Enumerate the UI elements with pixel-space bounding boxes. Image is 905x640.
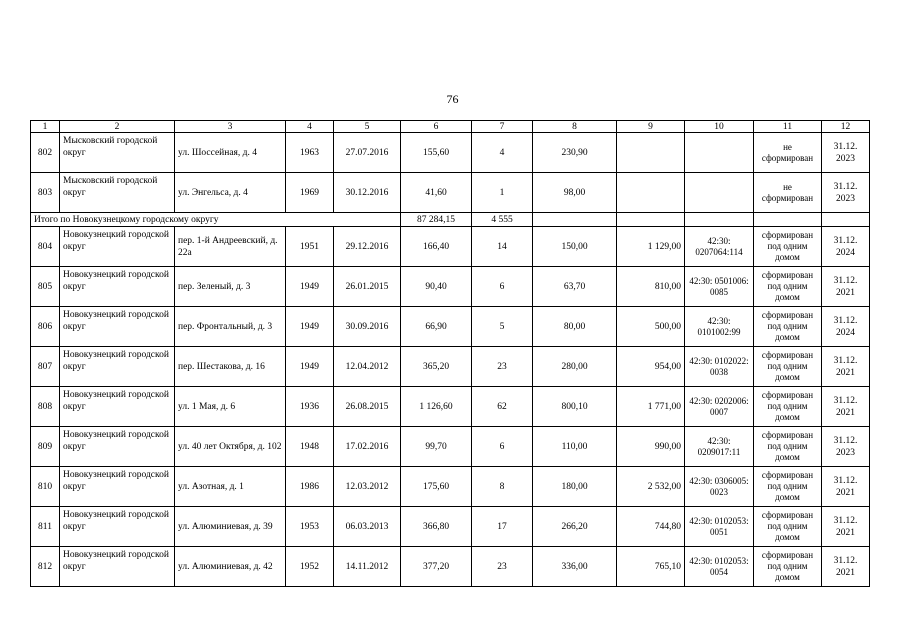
cadastral-number-cell <box>685 133 754 173</box>
column-8-cell: 98,00 <box>533 173 617 213</box>
column-number: 3 <box>175 121 286 133</box>
residents-cell: 8 <box>472 467 533 507</box>
column-number: 9 <box>617 121 685 133</box>
recognition-date-cell: 17.02.2016 <box>334 427 401 467</box>
cadastral-number-cell <box>685 173 754 213</box>
land-status-cell: сформирован под одним домом <box>754 347 822 387</box>
row-number: 803 <box>31 173 60 213</box>
address-cell: ул. Шоссейная, д. 4 <box>175 133 286 173</box>
address-cell: пер. Шестакова, д. 16 <box>175 347 286 387</box>
cadastral-number-cell: 42:30: 0501006: 0085 <box>685 267 754 307</box>
table-row <box>31 173 870 213</box>
column-9-cell: 500,00 <box>617 307 685 347</box>
year-built-cell: 1969 <box>286 173 334 213</box>
year-built-cell: 1949 <box>286 347 334 387</box>
column-8-cell: 266,20 <box>533 507 617 547</box>
deadline-cell: 31.12. 2023 <box>822 173 870 213</box>
column-number: 10 <box>685 121 754 133</box>
deadline-cell: 31.12. 2024 <box>822 307 870 347</box>
year-built-cell: 1949 <box>286 307 334 347</box>
municipality-cell: Новокузнецкий городской округ <box>60 347 175 387</box>
row-number: 807 <box>31 347 60 387</box>
area-cell: 99,70 <box>401 427 472 467</box>
row-number: 802 <box>31 133 60 173</box>
residents-cell: 23 <box>472 347 533 387</box>
municipality-cell: Новокузнецкий городской округ <box>60 267 175 307</box>
deadline-cell: 31.12. 2021 <box>822 267 870 307</box>
deadline-cell: 31.12. 2021 <box>822 347 870 387</box>
land-status-cell: сформирован под одним домом <box>754 267 822 307</box>
subtotal-empty-cell <box>617 213 685 227</box>
row-number: 810 <box>31 467 60 507</box>
column-number: 1 <box>31 121 60 133</box>
municipality-cell: Новокузнецкий городской округ <box>60 467 175 507</box>
column-8-cell: 230,90 <box>533 133 617 173</box>
table-row <box>31 307 870 347</box>
area-cell: 155,60 <box>401 133 472 173</box>
land-status-cell: сформирован под одним домом <box>754 227 822 267</box>
year-built-cell: 1952 <box>286 547 334 587</box>
recognition-date-cell: 12.04.2012 <box>334 347 401 387</box>
area-cell: 365,20 <box>401 347 472 387</box>
column-8-cell: 110,00 <box>533 427 617 467</box>
residents-cell: 5 <box>472 307 533 347</box>
recognition-date-cell: 12.03.2012 <box>334 467 401 507</box>
column-number-row <box>31 121 870 133</box>
column-number: 2 <box>60 121 175 133</box>
land-status-cell: сформирован под одним домом <box>754 427 822 467</box>
row-number: 811 <box>31 507 60 547</box>
cadastral-number-cell: 42:30: 0102053: 0054 <box>685 547 754 587</box>
residents-cell: 17 <box>472 507 533 547</box>
row-number: 806 <box>31 307 60 347</box>
column-9-cell: 990,00 <box>617 427 685 467</box>
municipality-cell: Новокузнецкий городской округ <box>60 387 175 427</box>
subtotal-row <box>31 213 870 227</box>
year-built-cell: 1951 <box>286 227 334 267</box>
area-cell: 1 126,60 <box>401 387 472 427</box>
subtotal-label: Итого по Новокузнецкому городскому округу <box>31 213 401 227</box>
column-number: 7 <box>472 121 533 133</box>
table-row <box>31 387 870 427</box>
row-number: 812 <box>31 547 60 587</box>
column-8-cell: 150,00 <box>533 227 617 267</box>
column-8-cell: 63,70 <box>533 267 617 307</box>
column-9-cell: 2 532,00 <box>617 467 685 507</box>
row-number: 808 <box>31 387 60 427</box>
area-cell: 377,20 <box>401 547 472 587</box>
land-status-cell: не сформирован <box>754 133 822 173</box>
column-9-cell <box>617 173 685 213</box>
address-cell: ул. Азотная, д. 1 <box>175 467 286 507</box>
residents-cell: 1 <box>472 173 533 213</box>
address-cell: ул. Энгельса, д. 4 <box>175 173 286 213</box>
address-cell: ул. Алюминиевая, д. 42 <box>175 547 286 587</box>
subtotal-empty-cell <box>685 213 754 227</box>
deadline-cell: 31.12. 2021 <box>822 507 870 547</box>
table-row <box>31 347 870 387</box>
cadastral-number-cell: 42:30: 0101002:99 <box>685 307 754 347</box>
land-status-cell: сформирован под одним домом <box>754 307 822 347</box>
deadline-cell: 31.12. 2024 <box>822 227 870 267</box>
deadline-cell: 31.12. 2021 <box>822 387 870 427</box>
page-number: 76 <box>446 92 459 106</box>
subtotal-empty-cell <box>822 213 870 227</box>
subtotal-residents: 4 555 <box>472 213 533 227</box>
row-number: 809 <box>31 427 60 467</box>
recognition-date-cell: 30.09.2016 <box>334 307 401 347</box>
residents-cell: 14 <box>472 227 533 267</box>
address-cell: ул. Алюминиевая, д. 39 <box>175 507 286 547</box>
subtotal-empty-cell <box>754 213 822 227</box>
housing-register-table <box>30 120 870 587</box>
address-cell: пер. 1-й Андреевский, д. 22а <box>175 227 286 267</box>
address-cell: ул. 1 Мая, д. 6 <box>175 387 286 427</box>
municipality-cell: Мысковский городской округ <box>60 173 175 213</box>
municipality-cell: Новокузнецкий городской округ <box>60 547 175 587</box>
area-cell: 66,90 <box>401 307 472 347</box>
year-built-cell: 1953 <box>286 507 334 547</box>
deadline-cell: 31.12. 2021 <box>822 547 870 587</box>
municipality-cell: Новокузнецкий городской округ <box>60 227 175 267</box>
year-built-cell: 1963 <box>286 133 334 173</box>
cadastral-number-cell: 42:30: 0202006: 0007 <box>685 387 754 427</box>
table-row <box>31 507 870 547</box>
column-number: 6 <box>401 121 472 133</box>
column-9-cell: 744,80 <box>617 507 685 547</box>
table-row <box>31 467 870 507</box>
column-number: 4 <box>286 121 334 133</box>
cadastral-number-cell: 42:30: 0207064:114 <box>685 227 754 267</box>
recognition-date-cell: 30.12.2016 <box>334 173 401 213</box>
table-row <box>31 227 870 267</box>
recognition-date-cell: 26.08.2015 <box>334 387 401 427</box>
column-8-cell: 280,00 <box>533 347 617 387</box>
deadline-cell: 31.12. 2023 <box>822 427 870 467</box>
municipality-cell: Мысковский городской округ <box>60 133 175 173</box>
area-cell: 166,40 <box>401 227 472 267</box>
recognition-date-cell: 14.11.2012 <box>334 547 401 587</box>
row-number: 805 <box>31 267 60 307</box>
column-number: 8 <box>533 121 617 133</box>
column-9-cell: 1 771,00 <box>617 387 685 427</box>
land-status-cell: сформирован под одним домом <box>754 387 822 427</box>
column-8-cell: 336,00 <box>533 547 617 587</box>
municipality-cell: Новокузнецкий городской округ <box>60 307 175 347</box>
column-9-cell: 810,00 <box>617 267 685 307</box>
municipality-cell: Новокузнецкий городской округ <box>60 427 175 467</box>
residents-cell: 4 <box>472 133 533 173</box>
residents-cell: 6 <box>472 267 533 307</box>
cadastral-number-cell: 42:30: 0102022: 0038 <box>685 347 754 387</box>
deadline-cell: 31.12. 2023 <box>822 133 870 173</box>
row-number: 804 <box>31 227 60 267</box>
table-row <box>31 133 870 173</box>
cadastral-number-cell: 42:30: 0102053: 0051 <box>685 507 754 547</box>
area-cell: 175,60 <box>401 467 472 507</box>
table-row <box>31 427 870 467</box>
subtotal-area: 87 284,15 <box>401 213 472 227</box>
column-8-cell: 180,00 <box>533 467 617 507</box>
column-9-cell: 765,10 <box>617 547 685 587</box>
recognition-date-cell: 26.01.2015 <box>334 267 401 307</box>
area-cell: 41,60 <box>401 173 472 213</box>
residents-cell: 23 <box>472 547 533 587</box>
land-status-cell: сформирован под одним домом <box>754 507 822 547</box>
table-body <box>31 121 870 587</box>
address-cell: пер. Фронтальный, д. 3 <box>175 307 286 347</box>
address-cell: пер. Зеленый, д. 3 <box>175 267 286 307</box>
recognition-date-cell: 29.12.2016 <box>334 227 401 267</box>
column-number: 5 <box>334 121 401 133</box>
subtotal-empty-cell <box>533 213 617 227</box>
year-built-cell: 1936 <box>286 387 334 427</box>
year-built-cell: 1949 <box>286 267 334 307</box>
area-cell: 90,40 <box>401 267 472 307</box>
column-9-cell <box>617 133 685 173</box>
table-row <box>31 267 870 307</box>
column-8-cell: 800,10 <box>533 387 617 427</box>
area-cell: 366,80 <box>401 507 472 547</box>
deadline-cell: 31.12. 2021 <box>822 467 870 507</box>
year-built-cell: 1986 <box>286 467 334 507</box>
table-row <box>31 547 870 587</box>
column-number: 12 <box>822 121 870 133</box>
residents-cell: 62 <box>472 387 533 427</box>
year-built-cell: 1948 <box>286 427 334 467</box>
land-status-cell: сформирован под одним домом <box>754 467 822 507</box>
cadastral-number-cell: 42:30: 0306005: 0023 <box>685 467 754 507</box>
address-cell: ул. 40 лет Октября, д. 102 <box>175 427 286 467</box>
municipality-cell: Новокузнецкий городской округ <box>60 507 175 547</box>
land-status-cell: не сформирован <box>754 173 822 213</box>
recognition-date-cell: 27.07.2016 <box>334 133 401 173</box>
recognition-date-cell: 06.03.2013 <box>334 507 401 547</box>
column-8-cell: 80,00 <box>533 307 617 347</box>
residents-cell: 6 <box>472 427 533 467</box>
column-9-cell: 1 129,00 <box>617 227 685 267</box>
column-9-cell: 954,00 <box>617 347 685 387</box>
column-number: 11 <box>754 121 822 133</box>
cadastral-number-cell: 42:30: 0209017:11 <box>685 427 754 467</box>
land-status-cell: сформирован под одним домом <box>754 547 822 587</box>
